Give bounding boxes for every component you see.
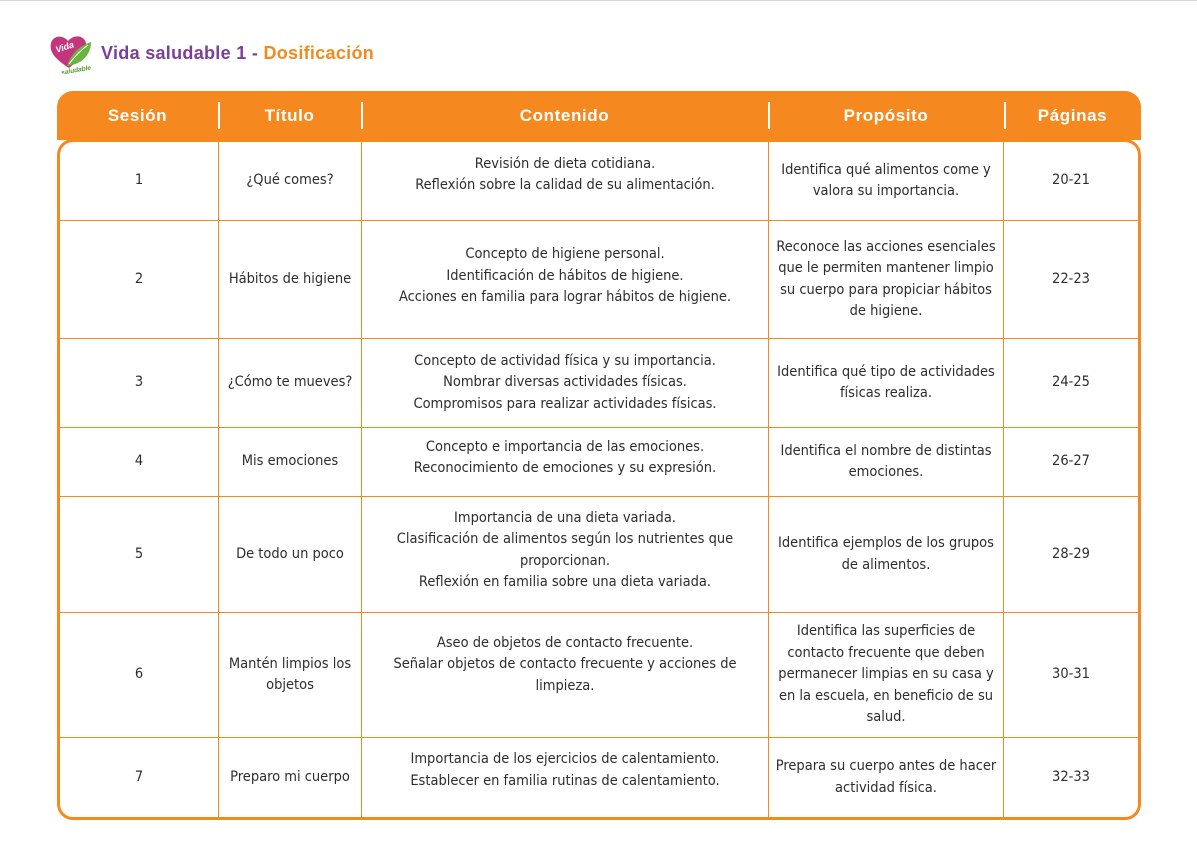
- page-header: [47, 33, 374, 73]
- cell-purpose: Identifica el nombre de distintas emociones.: [768, 428, 1003, 496]
- title-main: Vida saludable 1 -: [101, 42, 264, 63]
- logo-text-vida: Vida: [54, 39, 76, 55]
- content-line: Importancia de una dieta variada.: [454, 509, 676, 526]
- table-row: [60, 496, 1138, 612]
- cell-title: Preparo mi cuerpo: [218, 738, 361, 817]
- table-row: [60, 220, 1138, 338]
- cell-session: 1: [134, 172, 144, 189]
- header-session: Sesión: [107, 106, 168, 125]
- content-line: Revisión de dieta cotidiana.: [474, 155, 656, 172]
- cell-title: De todo un poco: [218, 497, 361, 612]
- cell-purpose: Identifica ejemplos de los grupos de alimentos.: [768, 497, 1003, 612]
- cell-content: [361, 428, 768, 496]
- table-body: [57, 139, 1141, 820]
- header-purpose: Propósito: [768, 102, 1004, 129]
- cell-session: 3: [134, 374, 144, 391]
- cell-content: [361, 142, 768, 220]
- cell-title: Mantén limpios los objetos: [218, 613, 361, 737]
- content-line: Importancia de los ejercicios de calentamiento.: [410, 751, 720, 767]
- table-row: [60, 427, 1138, 496]
- page-title: [101, 43, 374, 64]
- cell-purpose: Identifica qué tipo de actividades físicas realiza.: [768, 339, 1003, 427]
- content-line: Reflexión sobre la calidad de su alimentación.: [415, 177, 715, 193]
- content-line: Señalar objetos de contacto frecuente y acciones de limpieza.: [393, 656, 737, 694]
- content-line: Reconocimiento de emociones y su expresión.: [413, 460, 717, 476]
- cell-title: ¿Cómo te mueves?: [218, 339, 361, 427]
- header-pages: Páginas: [1004, 102, 1141, 129]
- header-title: Título: [218, 102, 361, 129]
- cell-session: 6: [134, 666, 144, 683]
- cell-content: [361, 339, 768, 427]
- cell-purpose: Reconoce las acciones esenciales que le permiten mantener limpio su cuerpo para propiciar hábitos de higiene.: [768, 221, 1003, 338]
- vida-saludable-logo-icon: [47, 32, 95, 74]
- cell-purpose: Prepara su cuerpo antes de hacer actividad física.: [768, 738, 1003, 817]
- cell-content: [361, 613, 768, 737]
- cell-purpose: Identifica las superficies de contacto frecuente que deben permanecer limpias en su casa y en la escuela, en beneficio de su salud.: [768, 613, 1003, 737]
- cell-content: [361, 738, 768, 817]
- cell-session: 2: [134, 270, 144, 287]
- cell-title: Mis emociones: [218, 428, 361, 496]
- cell-pages: 22-23: [1003, 221, 1138, 338]
- content-line: Reflexión en familia sobre una dieta variada.: [418, 574, 712, 590]
- table-row: [60, 142, 1138, 220]
- cell-title: ¿Qué comes?: [218, 142, 361, 220]
- cell-pages: 30-31: [1003, 613, 1138, 737]
- header-content: Contenido: [361, 102, 768, 129]
- content-line: Concepto de higiene personal.: [465, 246, 665, 263]
- cell-pages: 20-21: [1003, 142, 1138, 220]
- content-line: Aseo de objetos de contacto frecuente.: [436, 634, 694, 651]
- cell-session: 4: [134, 453, 144, 470]
- table-row: [60, 612, 1138, 737]
- top-rule: [0, 0, 1197, 1]
- cell-session: 7: [134, 768, 144, 785]
- cell-content: [361, 221, 768, 338]
- table-row: [60, 737, 1138, 817]
- content-line: Nombrar diversas actividades físicas.: [443, 374, 687, 391]
- dosage-table: [57, 91, 1141, 820]
- table-row: [60, 338, 1138, 427]
- title-accent: Dosificación: [263, 42, 375, 63]
- cell-pages: 32-33: [1003, 738, 1138, 817]
- cell-title: Hábitos de higiene: [218, 221, 361, 338]
- cell-pages: 26-27: [1003, 428, 1138, 496]
- cell-session: 5: [134, 545, 144, 562]
- table-header: [57, 91, 1141, 140]
- cell-purpose: Identifica qué alimentos come y valora su importancia.: [768, 142, 1003, 220]
- content-line: Identificación de hábitos de higiene.: [446, 267, 684, 284]
- logo-text-saludable: saludable: [60, 64, 92, 74]
- cell-content: [361, 497, 768, 612]
- content-line: Acciones en familia para lograr hábitos de higiene.: [398, 289, 732, 306]
- content-line: Compromisos para realizar actividades físicas.: [413, 395, 717, 412]
- cell-pages: 24-25: [1003, 339, 1138, 427]
- content-line: Clasificación de alimentos según los nutrientes que proporcionan.: [396, 531, 734, 569]
- content-line: Establecer en familia rutinas de calentamiento.: [410, 772, 720, 789]
- content-line: Concepto de actividad física y su importancia.: [414, 352, 716, 369]
- content-line: Concepto e importancia de las emociones.: [425, 438, 705, 455]
- cell-pages: 28-29: [1003, 497, 1138, 612]
